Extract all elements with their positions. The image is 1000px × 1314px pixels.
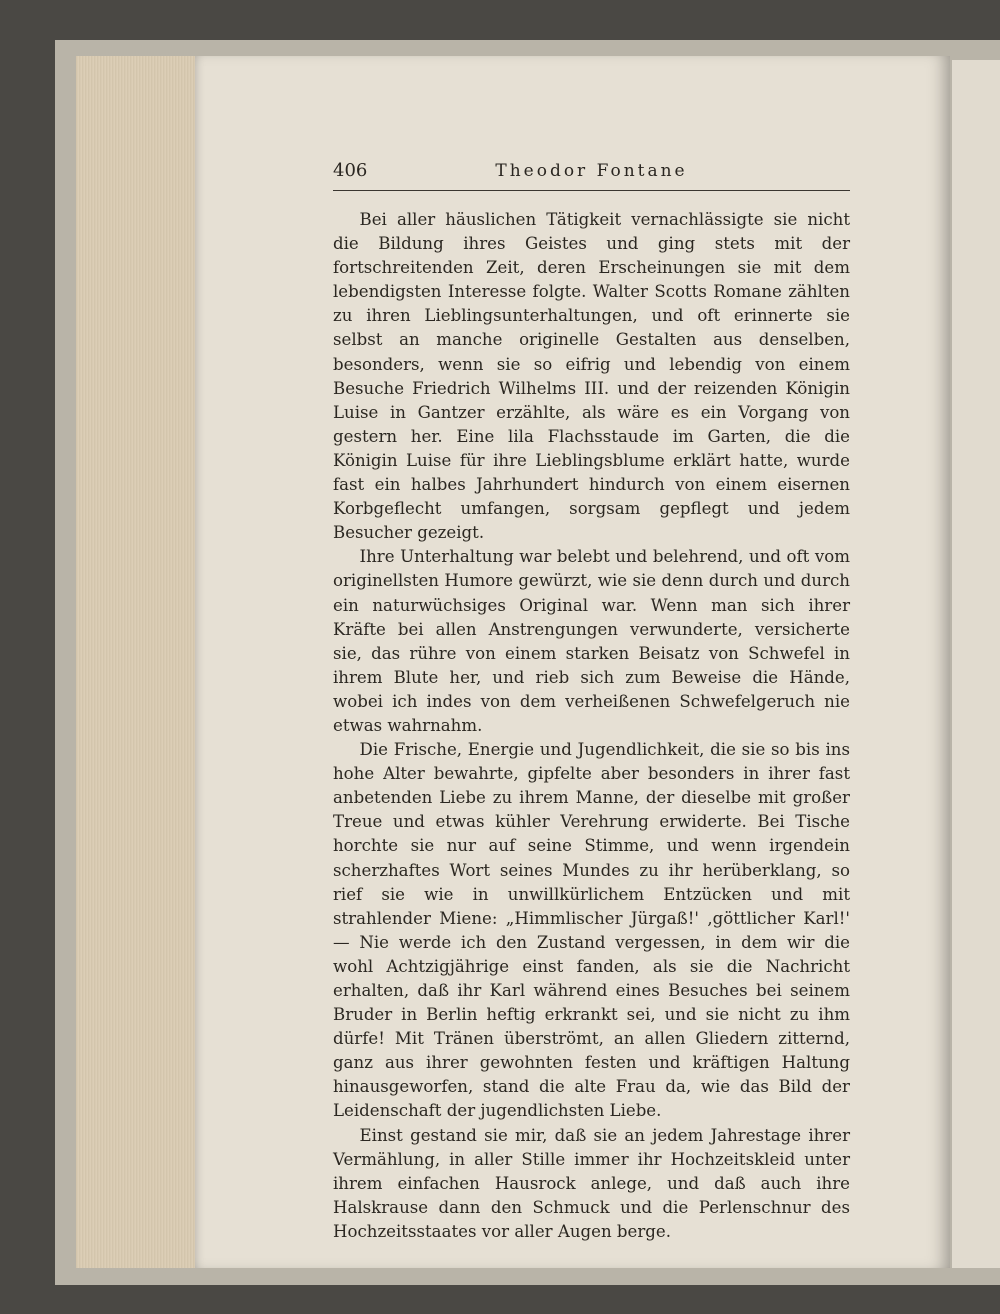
- page-header: [333, 160, 850, 191]
- running-title: Theodor Fontane: [495, 161, 688, 181]
- paragraph: Die Frische, Energie und Jugendlichkeit, die sie so bis ins hohe Alter bewahrte, gipfelte aber besonders in ihrer fast anbetenden Liebe zu ihrem Manne, der dieselbe mit großer Treue und etwas kühler Verehrung erwiderte. Bei Tische horchte sie nur auf seine Stimme, und wenn irgendein scherzhaftes Wort seines Mundes zu ihr herüberklang, so rief sie wie in unwillkürlichem Entzücken und mit strahlender Miene: „Himmlischer Jürgaß!' ‚göttlicher Karl!' — Nie werde ich den Zustand vergessen, in dem wir die wohl Achtzigjährige einst fanden, als sie die Nachricht erhalten, daß ihr Karl während eines Besuches bei seinem Bruder in Berlin heftig erkrankt sei, und sie nicht zu ihm dürfe! Mit Tränen überströmt, an allen Gliedern zitternd, ganz aus ihrer gewohnten festen und kräftigen Haltung hinausgeworfen, stand die alte Frau da, wie das Bild der Leidenschaft der jugendlichsten Liebe.: [333, 740, 850, 1121]
- paragraph: Ihre Unterhaltung war belebt und belehrend, und oft vom originellsten Humore gewürzt, wie sie denn durch und durch ein naturwüchsiges Original war. Wenn man sich ihrer Kräfte bei allen Anstrengungen verwunderte, versicherte sie, das rühre von einem starken Beisatz von Schwefel in ihrem Blute her, und rieb sich zum Beweise die Hände, wobei ich indes von dem verheißenen Schwefelgeruch nie etwas wahrnahm.: [333, 547, 850, 735]
- page-number: 406: [333, 160, 368, 181]
- page-edges: [76, 56, 207, 1268]
- body-text: [333, 208, 850, 1244]
- paragraph: Einst gestand sie mir, daß sie an jedem Jahrestage ihrer Vermählung, in aller Stille immer ihr Hochzeitskleid unter ihrem einfachen Hausrock anlege, und daß auch ihre Halskrause dann den Schmuck und die Perlenschnur des Hochzeitsstaates vor aller Augen berge.: [333, 1125, 850, 1241]
- facing-page-edge: [952, 60, 1000, 1268]
- paragraph: Bei aller häuslichen Tätigkeit vernachlässigte sie nicht die Bildung ihres Geistes und ging stets mit der fortschreitenden Zeit, deren Erscheinungen sie mit dem lebendigsten Interesse folgte. Walter Scotts Romane zählten zu ihren Lieblingsunterhaltungen, und oft erinnerte sie selbst an manche originelle Gestalten aus denselben, besonders, wenn sie so eifrig und lebendig von einem Besuche Friedrich Wilhelms III. und der reizenden Königin Luise in Gantzer erzählte, als wäre es ein Vorgang von gestern her. Eine lila Flachsstaude im Garten, die die Königin Luise für ihre Lieblingsblume erklärt hatte, wurde fast ein halbes Jahrhundert hindurch von einem eisernen Korbgeflecht umfangen, sorgsam gepflegt und jedem Besucher gezeigt.: [333, 210, 850, 543]
